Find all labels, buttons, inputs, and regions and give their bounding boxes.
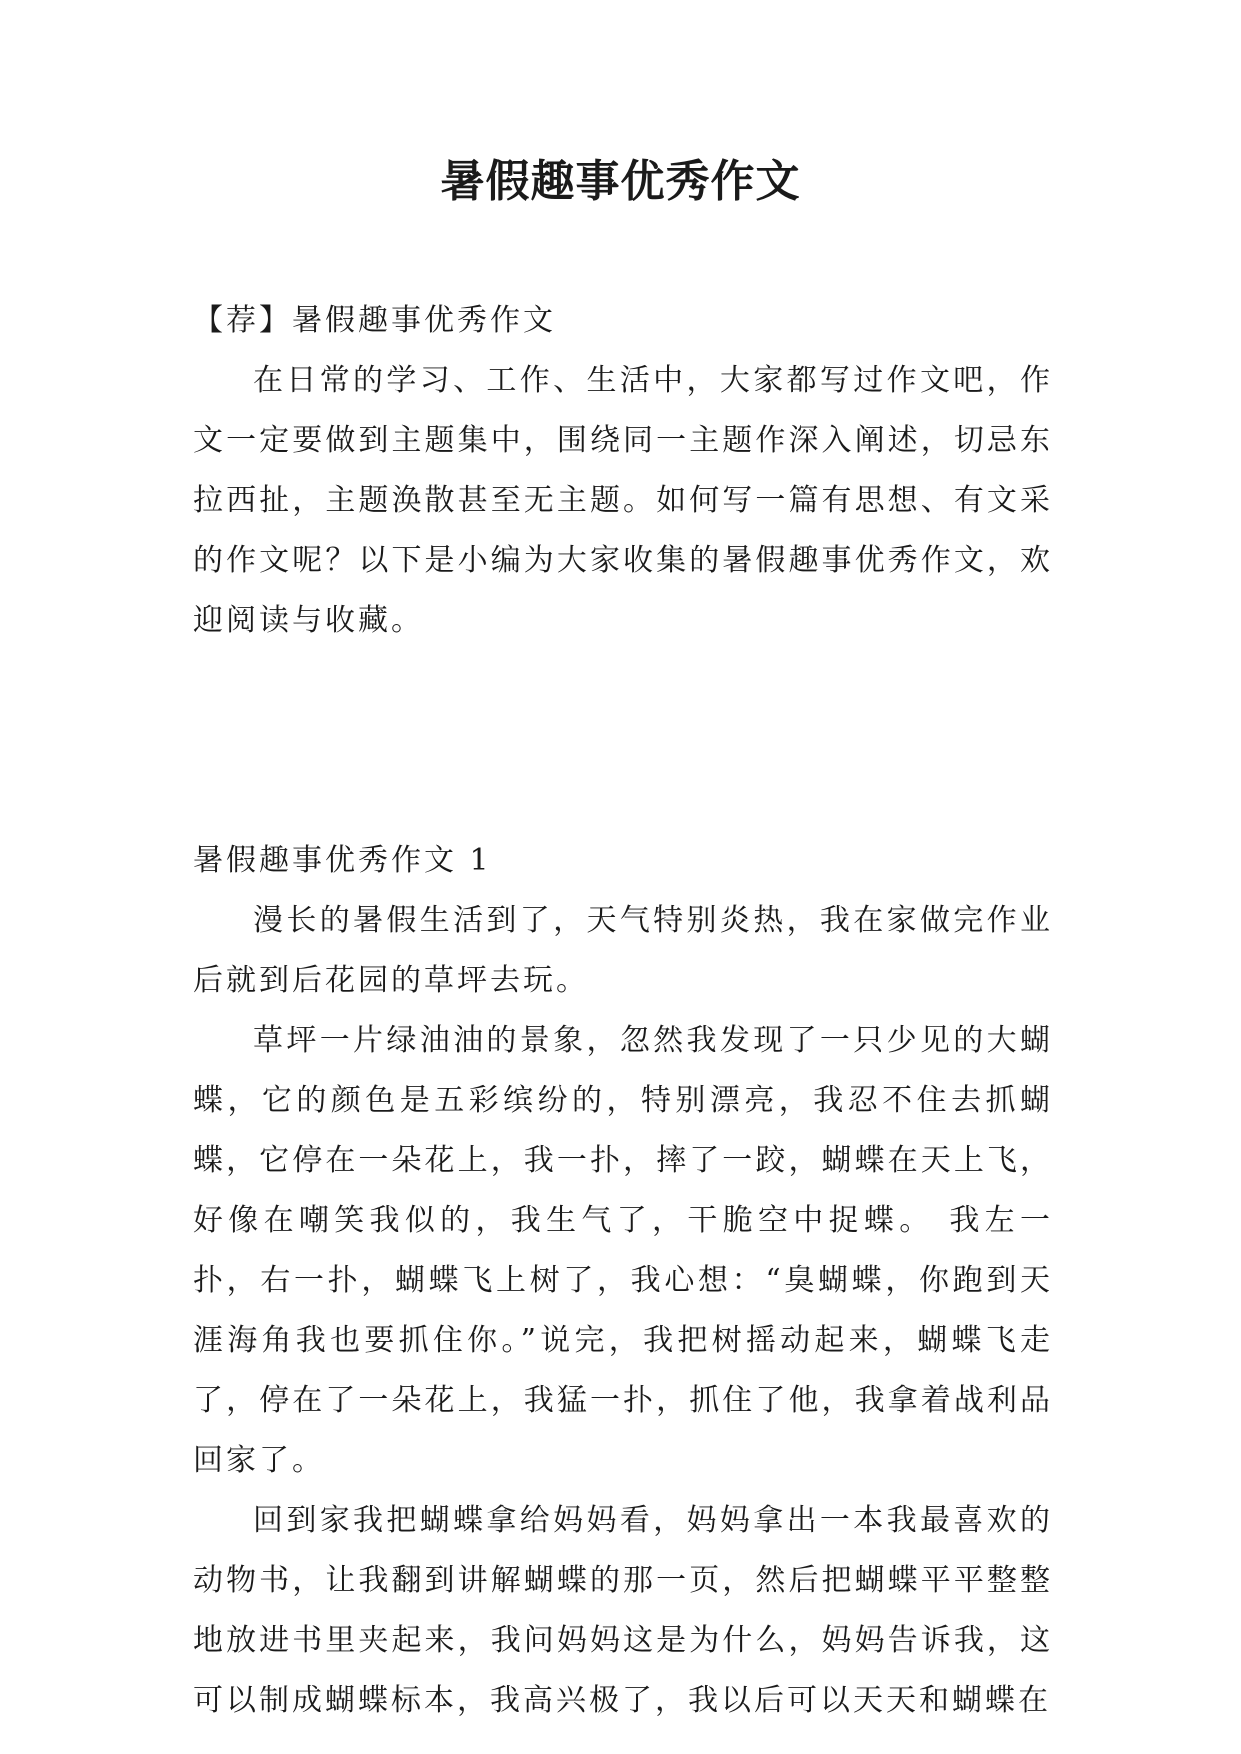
section-spacer <box>193 651 1053 831</box>
essay-heading: 暑假趣事优秀作文 1 <box>193 843 492 878</box>
document-title: 暑假趣事优秀作文 <box>440 156 801 207</box>
document-subtitle: 【荐】暑假趣事优秀作文 <box>193 303 556 338</box>
intro-paragraph: 在日常的学习、工作、生活中，大家都写过作文吧，作文一定要做到主题集中，围绕同一主题作深入阐述，切忌东拉西扯，主题涣散甚至无主题。如何写一篇有思想、有文采的作文呢？以下是小编为大家收集的暑假趣事优秀作文，欢迎阅读与收藏。 <box>193 363 1053 638</box>
document-body <box>193 291 1053 1731</box>
essay-paragraph: 漫长的暑假生活到了，天气特别炎热，我在家做完作业后就到后花园的草坪去玩。 <box>193 903 1053 998</box>
essay-paragraph: 草坪一片绿油油的景象，忽然我发现了一只少见的大蝴蝶，它的颜色是五彩缤纷的，特别漂亮，我忍不住去抓蝴蝶，它停在一朵花上，我一扑，摔了一跤，蝴蝶在天上飞，好像在嘲笑我似的，我生气了，干脆空中捉蝶。 我左一扑，右一扑，蝴蝶飞上树了，我心想：“臭蝴蝶，你跑到天涯海角我也要抓住你。”说完，我把树摇动起来，蝴蝶飞走了，停在了一朵花上，我猛一扑，抓住了他，我拿着战利品回家了。 <box>193 1023 1053 1478</box>
essay-paragraph: 回到家我把蝴蝶拿给妈妈看，妈妈拿出一本我最喜欢的动物书，让我翻到讲解蝴蝶的那一页，然后把蝴蝶平平整整地放进书里夹起来，我问妈妈这是为什么，妈妈告诉我，这可以制成蝴蝶标本，我高兴极了，我以后可以天天和蝴蝶在 <box>193 1503 1053 1718</box>
